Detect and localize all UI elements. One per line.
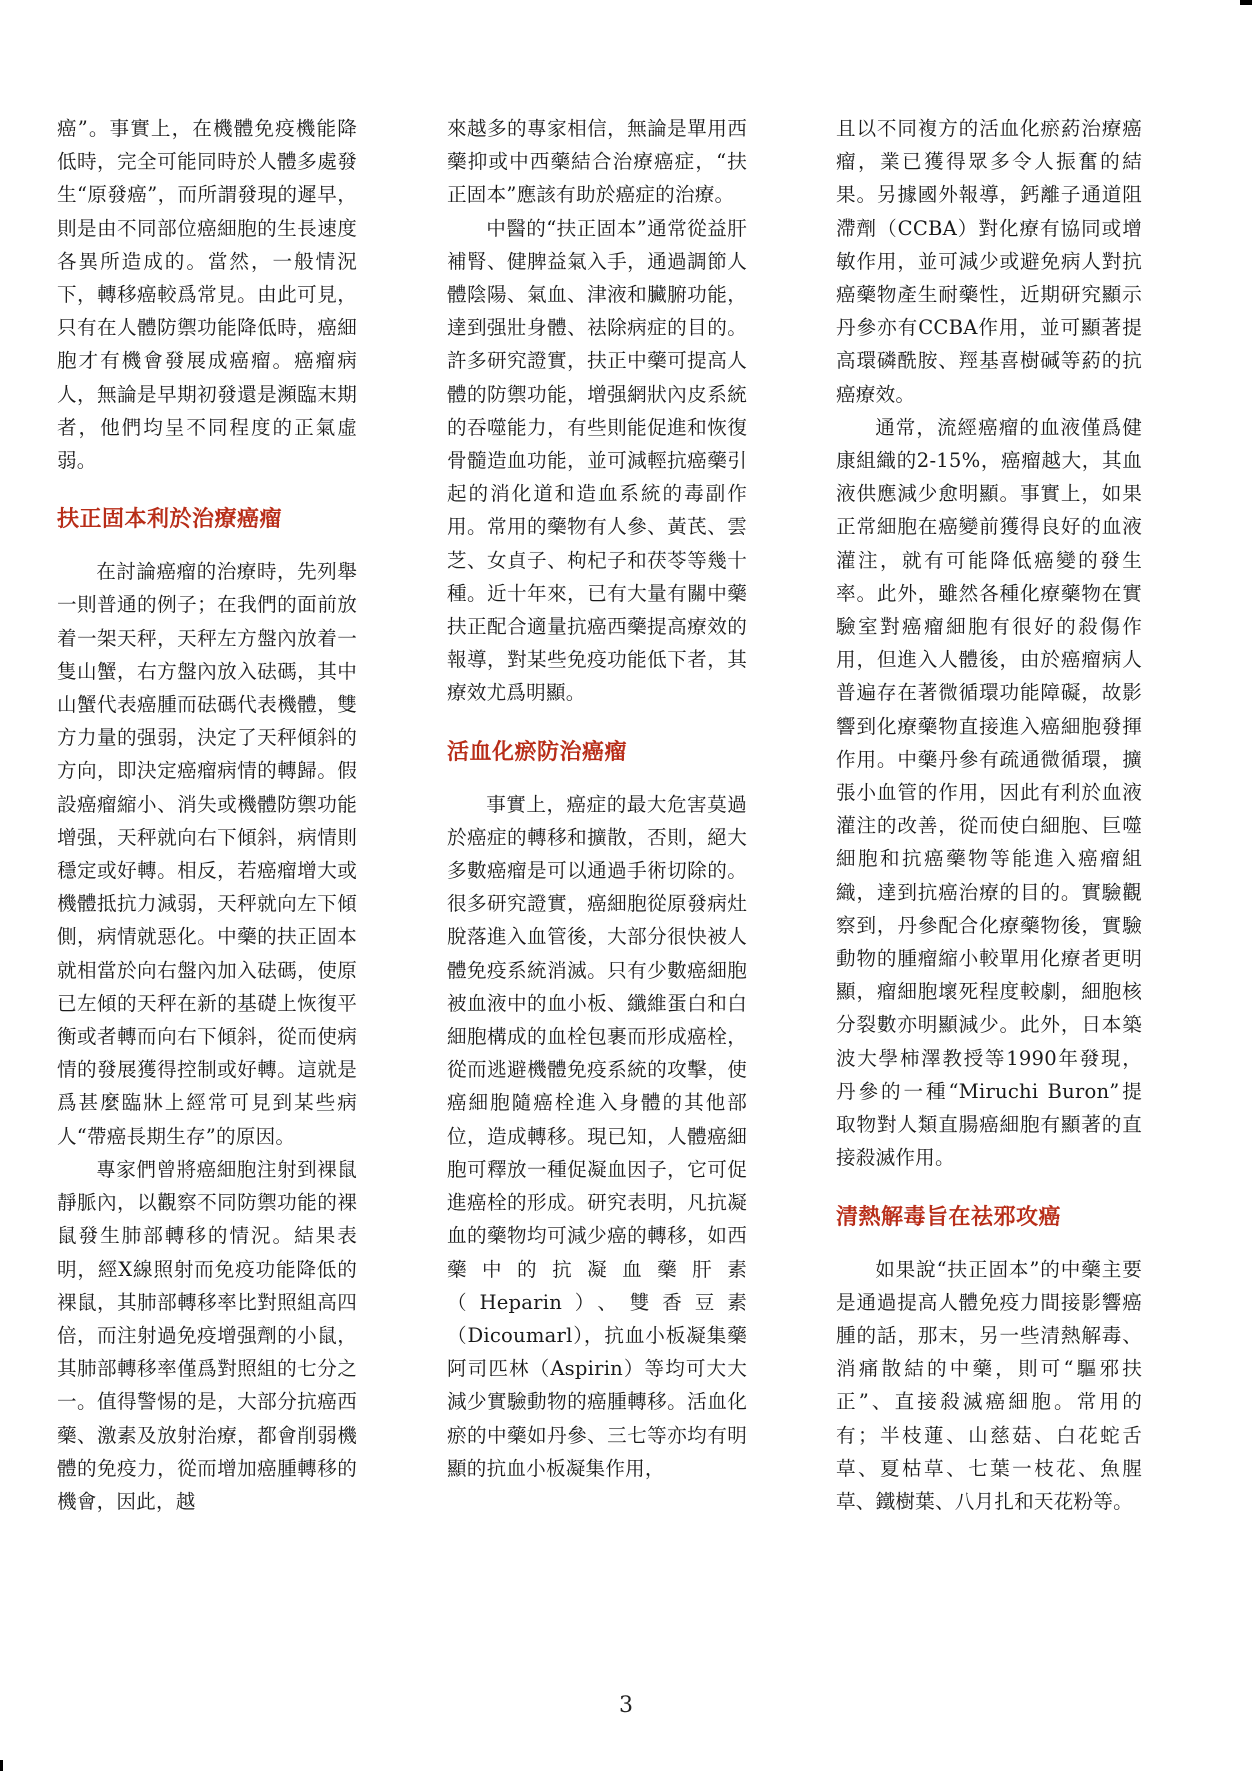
section-heading: 活血化瘀防治癌瘤	[447, 739, 628, 765]
scan-edge-mark	[1240, 0, 1252, 5]
section-heading: 扶正固本利於治療癌瘤	[57, 507, 283, 533]
paragraph: 事實上，癌症的最大危害莫過於癌症的轉移和擴散，否則，絕大多數癌瘤是可以通過手術切除的。很多研究證實，癌細胞從原發病灶脫落進入血管後，大部分很快被人體免疫系統消滅。只有少數癌細胞被血液中的血小板、纖維蛋白和白細胞構成的血栓包裹而形成癌栓，從而逃避機體免疫系統的攻擊，使癌細胞隨癌栓進入身體的其他部位，造成轉移。現已知，人體癌細胞可釋放一種促凝血因子，它可促進癌栓的形成。研究表明，凡抗凝血的藥物均可減少癌的轉移，如西藥中的抗凝血藥肝素（Heparin）、雙香豆素（Dicoumarl），抗血小板凝集藥阿司匹林（Aspirin）等均可大大減少實驗動物的癌腫轉移。活血化瘀的中藥如丹參、三七等亦均有明顯的抗血小板凝集作用，	[447, 792, 747, 1480]
text-column-1	[57, 112, 357, 1518]
page-number: 3	[619, 1693, 633, 1718]
paragraph: 通常，流經癌瘤的血液僅爲健康組織的2-15%，癌瘤越大，其血液供應減少愈明顯。事實上，如果正常細胞在癌變前獲得良好的血液灌注，就有可能降低癌變的發生率。此外，雖然各種化療藥物在實驗室對癌瘤細胞有很好的殺傷作用，但進入人體後，由於癌瘤病人普遍存在著微循環功能障礙，故影響到化療藥物直接進入癌細胞發揮作用。中藥丹參有疏通微循環，擴張小血管的作用，因此有利於血液灌注的改善，從而使白細胞、巨噬細胞和抗癌藥物等能進入癌瘤組織，達到抗癌治療的目的。實驗觀察到，丹參配合化療藥物後，實驗動物的腫瘤縮小較單用化療者更明顯，瘤細胞壞死程度較劇，細胞核分裂數亦明顯減少。此外，日本築波大學柿澤教授等1990年發現，丹參的一種“Miruchi Buron”提取物對人類直腸癌細胞有顯著的直接殺滅作用。	[836, 415, 1142, 1170]
paragraph: 癌”。事實上，在機體免疫機能降低時，完全可能同時於人體多處發生“原發癌”，而所謂發現的遲早，則是由不同部位癌細胞的生長速度各異所造成的。當然，一般情況下，轉移癌較爲常見。由此可見，只有在人體防禦功能降低時，癌細胞才有機會發展成癌瘤。癌瘤病人，無論是早期初發還是瀕臨末期者，他們均呈不同程度的正氣虛弱。	[57, 117, 357, 473]
paragraph: 在討論癌瘤的治療時，先列舉一則普通的例子；在我們的面前放着一架天秤，天秤左方盤內放着一隻山蟹，右方盤內放入砝碼，其中山蟹代表癌腫而砝碼代表機體，雙方力量的强弱，決定了天秤傾斜的方向，即決定癌瘤病情的轉歸。假設癌瘤縮小、消失或機體防禦功能增强，天秤就向右下傾斜，病情則穩定或好轉。相反，若癌瘤增大或機體抵抗力減弱，天秤就向左下傾側，病情就惡化。中藥的扶正固本就相當於向右盤內加入砝碼，使原已左傾的天秤在新的基礎上恢復平衡或者轉而向右下傾斜，從而使病情的發展獲得控制或好轉。這就是爲甚麼臨牀上經常可見到某些病人“帶癌長期生存”的原因。	[57, 560, 357, 1148]
paragraph: 來越多的專家相信，無論是單用西藥抑或中西藥結合治療癌症，“扶正固本”應該有助於癌症的治療。	[447, 117, 747, 207]
text-column-2	[447, 112, 747, 1485]
paragraph: 且以不同複方的活血化瘀葯治療癌瘤，業已獲得眾多令人振奮的結果。另據國外報導，鈣離子通道阻滯劑（CCBA）對化療有協同或增敏作用，並可減少或避免病人對抗癌藥物產生耐藥性，近期研究顯示丹參亦有CCBA作用，並可顯著提高環磷酰胺、羥基喜樹碱等葯的抗癌療效。	[836, 117, 1142, 406]
scan-edge-mark	[0, 1760, 3, 1771]
text-column-3	[836, 112, 1142, 1518]
paragraph: 如果說“扶正固本”的中藥主要是通過提高人體免疫力間接影響癌腫的話，那末，另一些清熱解毒、消痛散結的中藥，則可“驅邪扶正”、直接殺滅癌細胞。常用的有；半枝蓮、山慈菇、白花蛇舌草、夏枯草、七葉一枝花、魚腥草、鐵樹葉、八月扎和天花粉等。	[836, 1257, 1142, 1513]
paragraph: 中醫的“扶正固本”通常從益肝補腎、健脾益氣入手，通過調節人體陰陽、氣血、津液和臟腑功能，達到强壯身體、祛除病症的目的。許多研究證實，扶正中藥可提高人體的防禦功能，增强網狀內皮系統的吞噬能力，有些則能促進和恢復骨髓造血功能，並可減輕抗癌藥引起的消化道和造血系統的毒副作用。常用的藥物有人參、黃芪、雲芝、女貞子、枸杞子和茯苓等幾十種。近十年來，已有大量有關中藥扶正配合適量抗癌西藥提高療效的報導，對某些免疫功能低下者，其療效尤爲明顯。	[447, 216, 747, 705]
paragraph: 專家們曾將癌細胞注射到裸鼠靜脈內，以觀察不同防禦功能的裸鼠發生肺部轉移的情況。結果表明，經X線照射而免疫功能降低的裸鼠，其肺部轉移率比對照組高四倍，而注射過免疫增强劑的小鼠，其肺部轉移率僅爲對照組的七分之一。值得警惕的是，大部分抗癌西藥、激素及放射治療，都會削弱機體的免疫力，從而增加癌腫轉移的機會，因此，越	[57, 1157, 357, 1513]
section-heading: 清熱解毒旨在祛邪攻癌	[836, 1204, 1062, 1230]
